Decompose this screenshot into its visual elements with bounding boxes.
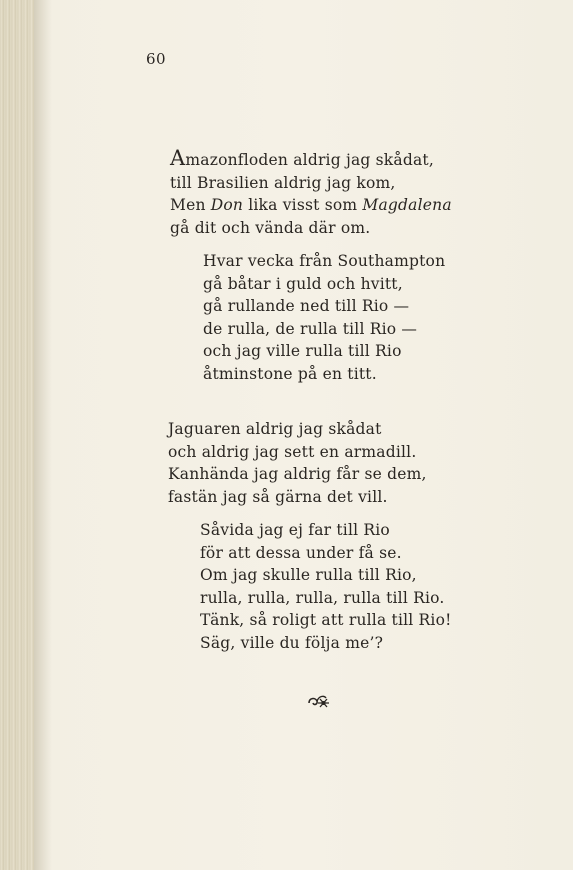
poem-line: gå båtar i guld och hvitt,: [203, 274, 403, 293]
poem-line: Tänk, så roligt att rulla till Rio!: [200, 611, 452, 630]
stanza-2: [203, 250, 445, 386]
poem-line: Kanhända jag aldrig får se dem,: [168, 465, 427, 484]
poem-line: rulla, rulla, rulla, rulla till Rio.: [200, 588, 445, 607]
poem-line: Jaguaren aldrig jag skådat: [168, 420, 382, 438]
gutter-shadow: [34, 0, 52, 870]
italic-word: Don: [210, 196, 244, 215]
poem-line: Såvida jag ej far till Rio: [200, 521, 390, 539]
drop-cap: A: [170, 146, 186, 170]
poem-line: fastän jag så gärna det vill.: [168, 487, 388, 506]
poem-line: Hvar vecka från Southampton: [203, 252, 446, 270]
book-binding-edge: [0, 0, 34, 870]
stanza-3: [168, 418, 427, 508]
stanza-4: [200, 519, 452, 655]
poem-line: Amazonfloden aldrig jag skådat,: [170, 146, 434, 170]
poem-line: Säg, ville du följa me’?: [200, 633, 384, 652]
page-number: 60: [146, 50, 167, 68]
poem-line: och aldrig jag sett en armadill.: [168, 442, 417, 461]
poem-line: åtminstone på en titt.: [203, 364, 377, 383]
stanza-1: [170, 148, 452, 239]
poem-line: de rulla, de rulla till Rio —: [203, 319, 418, 338]
fleuron-icon: [306, 692, 332, 710]
poem-line: Men Don lika visst som Magdalena: [170, 196, 452, 215]
italic-word: Magdalena: [362, 196, 452, 215]
poem-line: till Brasilien aldrig jag kom,: [170, 173, 396, 192]
poem-line: gå rullande ned till Rio —: [203, 297, 410, 316]
poem-line: gå dit och vända där om.: [170, 218, 371, 237]
poem-line: Om jag skulle rulla till Rio,: [200, 566, 417, 585]
poem-line: för att dessa under få se.: [200, 543, 402, 562]
poem-line: och jag ville rulla till Rio: [203, 342, 402, 361]
